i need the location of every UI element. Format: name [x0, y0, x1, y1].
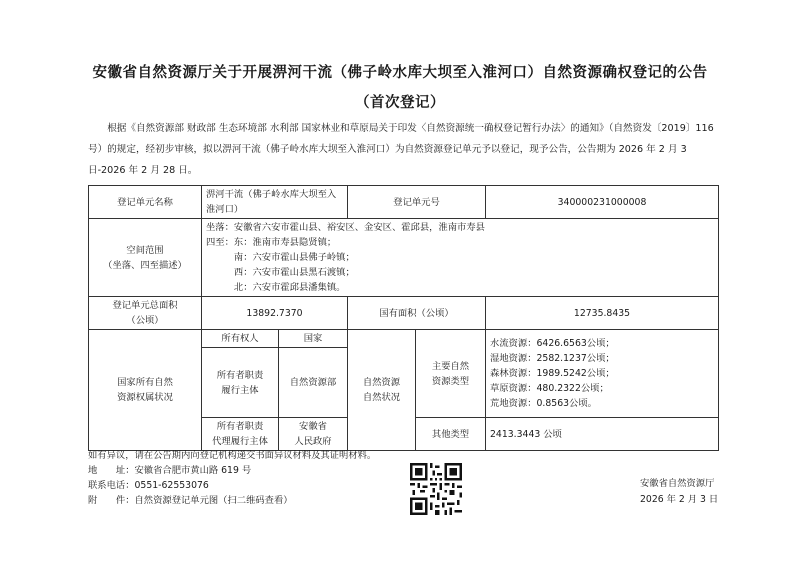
owner-value: 国家 — [279, 330, 348, 348]
unit-no-label: 登记单元号 — [348, 186, 486, 219]
issue-date: 2026 年 2 月 3 日 — [640, 494, 719, 505]
phone-value: 0551-62553076 — [134, 480, 209, 491]
resource-line: 水流资源：6426.6563公顷； — [490, 338, 615, 349]
unit-no-value: 340000231000008 — [486, 186, 719, 219]
location-line: 四至：东：淮南市寿县隐贤镇； — [206, 237, 337, 248]
nature-status-label: 自然资源 自然状况 — [348, 330, 416, 451]
agent-subject-value: 安徽省 人民政府 — [279, 418, 348, 451]
notice-subtitle: （首次登记） — [355, 95, 445, 111]
resource-line: 草原资源：480.2322公顷； — [490, 383, 609, 394]
owner-label: 所有权人 — [202, 330, 279, 348]
unit-name-label: 登记单元名称 — [89, 186, 202, 219]
state-area-value: 12735.8435 — [486, 297, 719, 330]
location-line: 坐落：安徽省六安市霍山县、裕安区、金安区、霍邱县，淮南市寿县 — [206, 222, 485, 233]
address-label: 地 址： — [88, 465, 135, 476]
ownership-status-label: 国家所有自然 资源权属状况 — [89, 330, 202, 451]
resource-line: 湿地资源：2582.1237公顷； — [490, 353, 615, 364]
location-line: 西：六安市霍山县黑石渡镇； — [206, 267, 355, 278]
total-area-label: 登记单元总面积 （公顷） — [89, 297, 202, 330]
intro-paragraph: 根据《自然资源部 财政部 生态环境部 水利部 国家林业和草原局关于印发〈自然资源统一确权登记暂行办法〉的通知》（自然资发〔2019〕116 号）的规定，经初步审核，拟以淠河干流（佛子岭水库大坝至入淮河口）为自然资源登记单元予以登记，现予公告，公告期为 2026 年 2 月 3 日-2026 年 2 月 28 日。 — [88, 123, 714, 176]
issuing-organization: 安徽省自然资源厅 — [640, 478, 715, 489]
attachment-label: 附 件： — [88, 495, 135, 506]
location-line: 南：六安市霍山县佛子岭镇； — [206, 252, 355, 263]
duty-subject-value: 自然资源部 — [279, 348, 348, 418]
resource-line: 荒地资源：0.8563公顷。 — [490, 398, 597, 409]
duty-subject-label: 所有者职责 履行主体 — [202, 348, 279, 418]
resource-line: 森林资源：1989.5242公顷； — [490, 368, 615, 379]
address-value: 安徽省合肥市黄山路 619 号 — [134, 465, 252, 476]
location-line: 北：六安市霍邱县潘集镇。 — [206, 282, 346, 293]
registration-table — [88, 185, 719, 451]
other-type-value: 2413.3443 公顷 — [486, 418, 719, 451]
agent-subject-label: 所有者职责 代理履行主体 — [202, 418, 279, 451]
spatial-range-value — [202, 219, 719, 297]
total-area-value: 13892.7370 — [202, 297, 348, 330]
main-type-value — [486, 330, 719, 418]
phone-label: 联系电话： — [88, 480, 135, 491]
unit-name-value: 淠河干流（佛子岭水库大坝至入淮河口） — [202, 186, 348, 219]
qr-code-icon[interactable] — [410, 463, 462, 515]
spatial-range-label: 空间范围 （坐落、四至描述） — [89, 219, 202, 297]
objection-note: 如有异议，请在公告期内向登记机构递交书面异议材料及其证明材料。 — [88, 450, 377, 461]
main-type-label: 主要自然 资源类型 — [416, 330, 486, 418]
other-type-label: 其他类型 — [416, 418, 486, 451]
attachment-value: 自然资源登记单元图（扫二维码查看） — [134, 495, 293, 506]
notice-title: 安徽省自然资源厅关于开展淠河干流（佛子岭水库大坝至入淮河口）自然资源确权登记的公告 — [92, 65, 708, 81]
state-area-label: 国有面积（公顷） — [348, 297, 486, 330]
signature-block — [640, 476, 718, 508]
